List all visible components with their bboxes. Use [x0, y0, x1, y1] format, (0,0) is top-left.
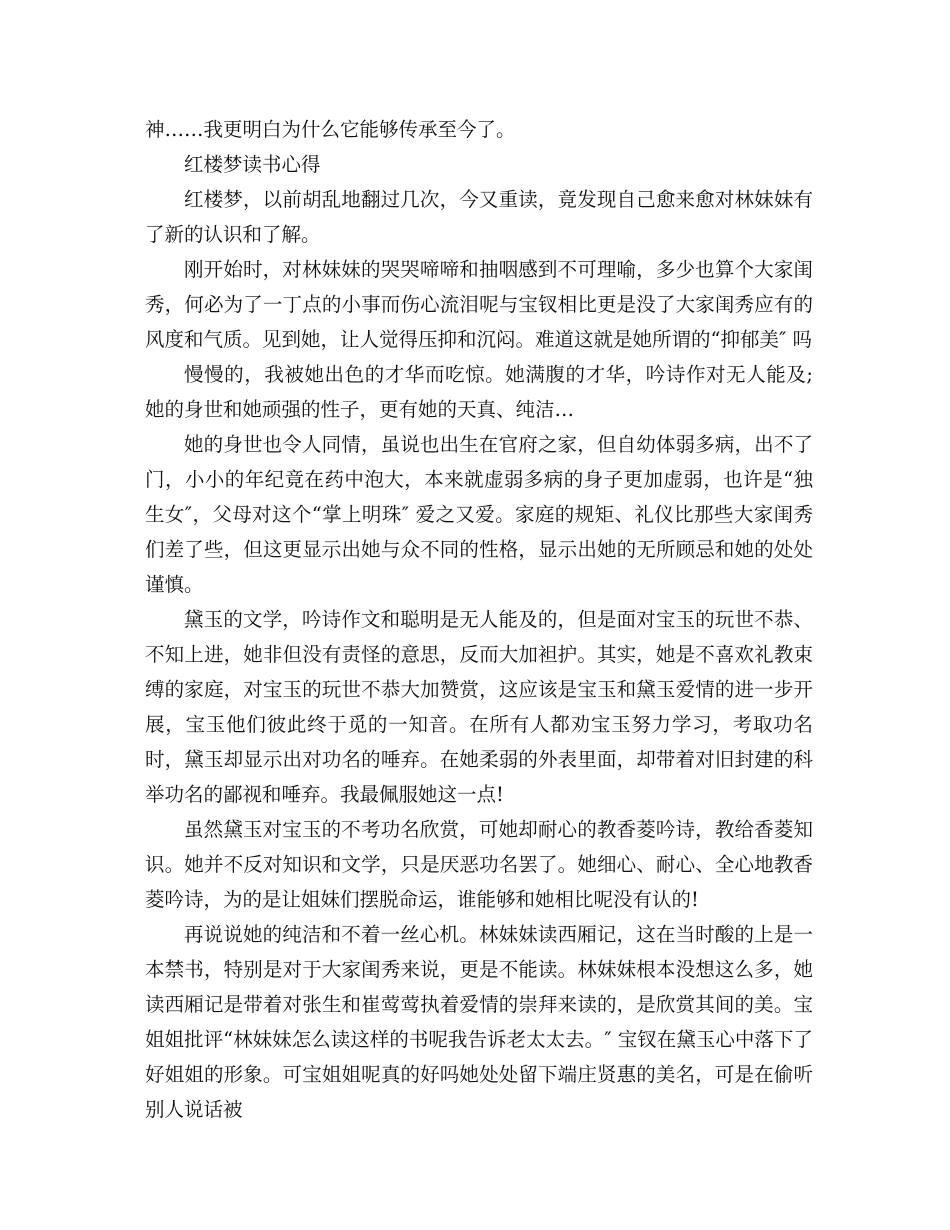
paragraph-continuation: 神……我更明白为什么它能够传承至今了。: [145, 118, 516, 141]
paragraph: 红楼梦，以前胡乱地翻过几次，今又重读，竟发现自己愈来愈对林妹妹有了新的认识和了解。: [145, 188, 813, 246]
paragraph: 刚开始时，对林妹妹的哭哭啼啼和抽咽感到不可理喻，多少也算个大家闺秀，何必为了一丁点的小事而伤心流泪呢与宝钗相比更是没了大家闺秀应有的风度和气质。见到她，让人觉得压抑和沉闷。难道这就是她所谓的“抑郁美″ 吗: [145, 258, 813, 351]
section-title: 红楼梦读书心得: [184, 153, 321, 176]
paragraph: 她的身世也令人同情，虽说也出生在官府之家，但自幼体弱多病，出不了门，小小的年纪竟在药中泡大，本来就虚弱多病的身子更加虚弱，也许是“独生女″，父母对这个“掌上明珠″ 爱之又爱。家庭的规矩、礼仪比那些大家闺秀们差了些，但这更显示出她与众不同的性格，显示出她的无所顾忌和她的处处谨慎。: [145, 433, 813, 596]
paragraph: 再说说她的纯洁和不着一丝心机。林妹妹读西厢记，这在当时酸的上是一本禁书，特别是对于大家闺秀来说，更是不能读。林妹妹根本没想这么多，她读西厢记是带着对张生和崔莺莺执着爱情的崇拜来读的，是欣赏其间的美。宝姐姐批评“林妹妹怎么读这样的书呢我告诉老太太去。″ 宝钗在黛玉心中落下了好姐姐的形象。可宝姐姐呢真的好吗她处处留下端庄贤惠的美名，可是在偷听别人说话被: [145, 923, 813, 1121]
document-body: [145, 112, 813, 1127]
paragraph: 黛玉的文学，吟诗作文和聪明是无人能及的，但是面对宝玉的玩世不恭、不知上进，她非但没有责怪的意思，反而大加袒护。其实，她是不喜欢礼教束缚的家庭，对宝玉的玩世不恭大加赞赏，这应该是宝玉和黛玉爱情的进一步开展，宝玉他们彼此终于觅的一知音。在所有人都劝宝玉努力学习，考取功名时，黛玉却显示出对功名的唾弃。在她柔弱的外表里面，却带着对旧封建的科举功名的鄙视和唾弃。我最佩服她这一点!: [145, 608, 813, 806]
paragraph: 虽然黛玉对宝玉的不考功名欣赏，可她却耐心的教香菱吟诗，教给香菱知识。她并不反对知识和文学，只是厌恶功名罢了。她细心、耐心、全心地教香菱吟诗，为的是让姐妹们摆脱命运，谁能够和她相比呢没有认的!: [145, 818, 813, 911]
paragraph: 慢慢的，我被她出色的才华而吃惊。她满腹的才华，吟诗作对无人能及;她的身世和她顽强的性子，更有她的天真、纯洁…: [145, 363, 813, 421]
